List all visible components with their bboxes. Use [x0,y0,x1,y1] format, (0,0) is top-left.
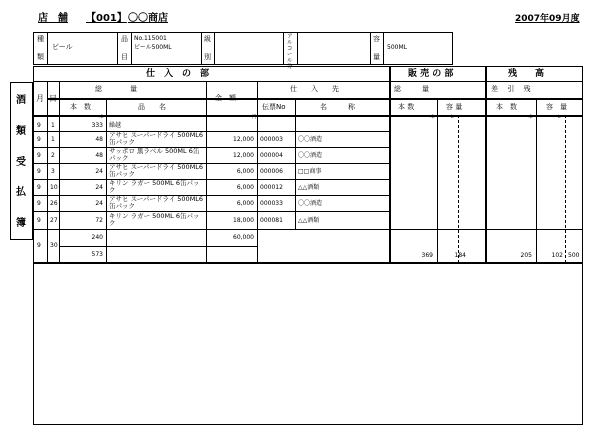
row-product: サッポロ 黒ラベル 500ML 6缶パック [109,147,200,162]
side-char-5: 簿 [16,218,26,229]
row-amount: 12,000 [233,152,254,159]
store-name: 〇〇商店 [128,13,168,24]
col-count: 本 数 [70,103,91,111]
row-slip: 000081 [260,217,283,224]
unit-yen: 円 [252,115,257,120]
alcohol-label: アルコール分 [287,34,293,70]
kind-value: ビール [52,43,73,51]
row-supplier: △△酒類 [298,217,320,224]
totals-balance-volume: 102 [551,252,563,259]
row-supplier: 〇〇酒造 [298,200,323,207]
col-balance-count: 本 数 [496,103,517,111]
row-month: 9 [37,152,41,159]
store-label: 店 舗 [38,13,68,24]
col-product-name: 品 名 [138,103,166,111]
row-count: 333 [91,122,103,129]
row-count: 24 [95,168,103,175]
unit-l-2: L [558,115,561,120]
row-supplier: □□商事 [298,168,322,175]
row-product: 繰越 [109,122,122,129]
capacity-label-2: 量 [373,53,380,61]
row-day: 1 [51,136,55,143]
row-month: 9 [37,200,41,207]
row-month: 9 [37,136,41,143]
row-count: 72 [95,217,103,224]
totals-sales-volume: 184 [454,252,466,259]
row-supplier: 〇〇酒造 [298,136,323,143]
side-char-1: 酒 [16,95,26,106]
row-slip: 000004 [260,152,283,159]
sales-section-title: 販 売 の 部 [408,69,454,79]
totals-sales-count: 369 [421,252,433,259]
col-balance-volume: 容 量 [546,103,567,111]
row-product: アサヒ スーパードライ 500ML6缶パック [109,163,204,178]
row-slip: 000033 [260,200,283,207]
row-day: 26 [50,200,58,207]
row-amount: 6,000 [236,168,254,175]
period: 2007年09月度 [515,14,580,24]
col-supplier: 仕 入 先 [290,85,339,93]
item-label-2: 目 [121,53,128,61]
col-balance: 差 引 残 [491,85,531,93]
capacity-label-1: 容 [373,35,380,43]
totals-balance-volume-decimal: 500 [568,252,580,259]
totals-day: 30 [50,242,58,249]
item-label-1: 品 [121,35,128,43]
row-slip: 000012 [260,184,283,191]
row-product: キリン ラガー 500ML 6缶パック [109,212,200,227]
totals-month: 9 [37,242,41,249]
col-month: 月 [36,94,44,103]
row-month: 9 [37,184,41,191]
row-month: 9 [37,217,41,224]
unit-l-1: L [451,115,454,120]
item-name: ビール500ML [134,44,172,51]
item-no: No.115001 [134,35,167,42]
side-char-2: 類 [16,126,26,137]
col-total-qty: 総 量 [95,85,137,93]
col-supplier-name: 名 称 [320,103,355,111]
row-amount: 6,000 [236,200,254,207]
totals-amount: 60,000 [233,234,254,241]
col-day: 日 [49,94,57,103]
row-count: 24 [95,184,103,191]
row-month: 9 [37,168,41,175]
row-count: 24 [95,200,103,207]
row-product: キリン ラガー 500ML 6缶パック [109,179,200,194]
kind-label-1: 種 [37,35,44,43]
store-code: 【001】 [86,13,127,24]
unit-hon-3: 本 [528,115,533,120]
row-amount: 6,000 [236,184,254,191]
class-label-2: 別 [204,53,211,61]
unit-hon-2: 本 [430,115,435,120]
col-amount: 金 額 [215,94,236,102]
side-char-4: 払 [16,187,26,198]
balance-section-title: 残 高 [508,69,545,79]
row-supplier: 〇〇酒造 [298,152,323,159]
row-month: 9 [37,122,41,129]
col-slip-no: 伝票No [262,103,286,111]
col-sales-volume: 容 量 [446,103,463,111]
unit-hon-1: 本 [99,115,104,120]
row-count: 48 [95,152,103,159]
totals-count-bottom: 573 [91,251,103,258]
row-slip: 000006 [260,168,283,175]
row-day: 10 [50,184,58,191]
row-product: アサヒ スーパードライ 500ML6缶パック [109,195,204,210]
row-day: 2 [51,152,55,159]
row-slip: 000003 [260,136,283,143]
totals-count-top: 240 [91,234,103,241]
row-amount: 18,000 [233,217,254,224]
capacity-value: 500ML [387,44,407,51]
row-day: 27 [50,217,58,224]
purchase-section-title: 仕 入 の 部 [146,69,210,79]
col-sales-total: 総 量 [394,85,429,93]
row-count: 48 [95,136,103,143]
row-amount: 12,000 [233,136,254,143]
class-label-1: 級 [204,35,211,43]
row-product: アサヒ スーパードライ 500ML6缶パック [109,131,204,146]
side-char-3: 受 [16,157,26,168]
col-sales-count: 本 数 [398,103,415,111]
row-supplier: △△酒類 [298,184,320,191]
kind-label-2: 類 [37,53,44,61]
row-day: 1 [51,122,55,129]
row-day: 3 [51,168,55,175]
totals-balance-count: 205 [520,252,532,259]
